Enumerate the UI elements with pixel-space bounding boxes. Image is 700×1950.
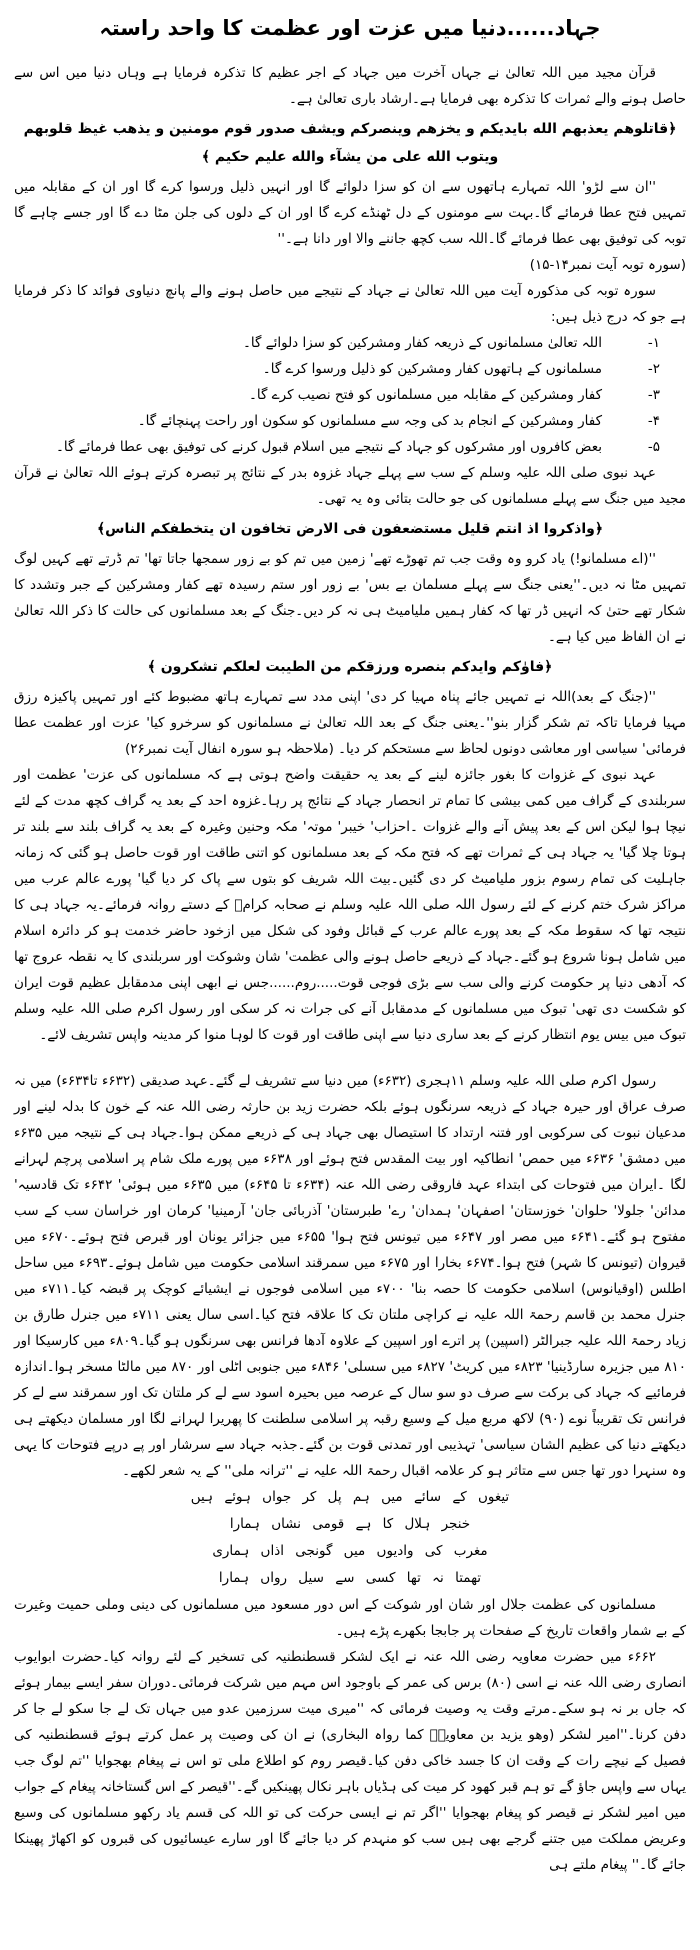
list-item-text: بعض کافروں اور مشرکوں کو جہاد کے نتیجے میں اسلام قبول کرنے کی توفیق بھی عطا فرمائے گا۔ (55, 438, 602, 455)
list-item-number: ۱- (647, 334, 660, 351)
quran-verse: ﴿فاوٰكم وايدكم بنصره ورزقكم من الطيبت لعلكم تشكرون ﴾ (147, 658, 553, 675)
paragraph: ''ان سے لڑو' اللہ تمہارے ہاتھوں سے ان کو سزا دلوائے گا اور انہیں ذلیل ورسوا کرے گا اور ان کے مقابلہ میں تمہیں فتح عطا فرمائے گا۔بہت سے مومنوں کے دل ٹھنڈے کرے گا اور ان کے دلوں کی جلن مٹا دے گا اور جسے چاہے گا توبہ کی توفیق بھی عطا فرمائے گا۔اللہ سب کچھ جاننے والا اور دانا ہے۔'' (14, 178, 686, 247)
quran-verse: ﴿قاتلوهم يعذبهم الله بايديكم و يخزهم وينصركم ويشف صدور قوم مومنين و يذهب غيظ قلوبهم ويتوب الله على من يشآء والله عليم حكيم ﴾ (23, 120, 677, 165)
paragraph: ''(اے مسلمانو!) یاد کرو وہ وقت جب تم تھوڑے تھے' زمین میں تم کو بے زور سمجھا جاتا تھا' تم ڈرتے تھے کہیں لوگ تمہیں مٹا نہ دیں۔''یعنی جنگ سے پہلے مسلمان بے بس' بے زور اور ستم رسیدہ تھے کفار ومشرکین کے جبر وتشدد کا شکار تھے حتیٰ کہ انہیں ڈر تھا کہ کفار ہمیں ملیامیٹ ہی نہ کر دیں۔جنگ کے بعد مسلمانوں کی حالت کا ذکر اللہ تعالیٰ نے ان الفاظ میں کیا ہے۔ (14, 550, 686, 645)
benefit-list-item (14, 382, 686, 408)
document-title: جہاد......دنیا میں عزت اور عظمت کا واحد راستہ (99, 16, 601, 40)
list-item-text: اللہ تعالیٰ مسلمانوں کے ذریعہ کفار ومشرکین کو سزا دلوائے گا۔ (242, 334, 602, 351)
paragraph: ۶۶۲ء میں حضرت معاویہ رضی اللہ عنہ نے ایک لشکر قسطنطنیہ کی تسخیر کے لئے روانہ کیا۔حضرت ابوایوب انصاری رضی اللہ عنہ نے اسی (۸۰) برس کی عمر کے باوجود اس مہم میں شرکت فرمائی۔دوران سفر ایسے بیمار ہوئے کہ جاں بر نہ ہو سکے۔مرتے وقت یہ وصیت فرمائی کہ ''میری میت سرزمین عدو میں جہاں تک لے جا سکو لے جا کر دفن کرنا۔''امیر لشکر (وھو یزید بن معاویہؓ کما رواہ البخاری) نے ان کی وصیت پر عمل کرتے ہوئے قسطنطنیہ کی فصیل کے نیچے رات کے وقت ان کا جسد خاکی دفن کیا۔قیصر روم کو اطلاع ملی تو اس نے پیغام بھجوایا ''تم لوگ جب یہاں سے واپس جاؤ گے تو ہم قبر کھود کر میت کی ہڈیاں باہر نکال پھینکیں گے۔''قیصر کے اس گستاخانہ پیغام کے جواب میں امیر لشکر نے قیصر کو پیغام بھجوایا ''اگر تم نے ایسی حرکت کی تو اللہ کی قسم یاد رکھو مسلمانوں کی وسیع وعریض مملکت میں جتنے گرجے بھی ہیں سب کو منہدم کر دیا جائے گا اور سارے عیسائیوں کی قبروں کو اکھاڑ پھینکا جائے گا۔'' پیغام ملتے ہی (14, 1648, 686, 1873)
benefit-list-item (14, 434, 686, 460)
benefit-list-item (14, 356, 686, 382)
list-item-text: کفار ومشرکین کے انجام بد کی وجہ سے مسلمانوں کو سکون اور راحت پہنچائے گا۔ (137, 412, 602, 429)
poem-line: خنجر ہلال کا ہے قومی نشاں ہمارا (229, 1515, 471, 1532)
list-item-number: ۵- (647, 438, 660, 455)
list-item-text: کفار ومشرکین کے مقابلہ میں مسلمانوں کو فتح نصیب کرے گا۔ (248, 386, 602, 403)
poem-line: تیغوں کے سائے میں ہم پل کر جواں ہوئے ہیں (190, 1488, 510, 1505)
paragraph: قرآن مجید میں اللہ تعالیٰ نے جہاں آخرت میں جہاد کے اجر عظیم کا تذکرہ فرمایا ہے وہاں دنیا میں اس سے حاصل ہونے والے ثمرات کا تذکرہ بھی فرمایا ہے۔ارشاد باری تعالیٰ ہے۔ (14, 64, 686, 107)
list-item-text: مسلمانوں کے ہاتھوں کفار ومشرکین کو ذلیل ورسوا کرے گا۔ (262, 360, 602, 377)
verse-reference: (سورہ توبہ آیت نمبر۱۴-۱۵) (529, 256, 686, 273)
benefit-list-item (14, 408, 686, 434)
paragraph-spacer (14, 1048, 686, 1068)
paragraph: عہد نبوی کے غزوات کا بغور جائزہ لینے کے بعد یہ حقیقت واضح ہوتی ہے کہ مسلمانوں کی عزت' عظمت اور سربلندی کے گراف میں کمی بیشی کا تمام تر انحصار جہاد کے نتائج پر رہا۔غزوہ احد کے بعد یہ گراف کچھ مدت کے لئے نیچا ہوا لیکن اس کے بعد پیش آنے والے غزوات ۔احزاب' خیبر' موتہ' مکہ وحنین وغیرہ کے بعد یہ گراف بلند سے بلند تر ہوتا چلا گیا' یہ جہاد ہی کے ثمرات تھے کہ فتح مکہ کے بعد مسلمانوں کو اتنی طاقت اور قوت حاصل ہو گئی کہ زمانہ جاہلیت کی تمام رسوم بزور ملیامیٹ کر دی گئیں۔بیت اللہ شریف کو بتوں سے پاک کر دیا گیا' پورے عالم عرب میں مراکز شرک ختم کرنے کے لئے رسول اللہ صلی اللہ علیہ وسلم نے صحابہ کرامؓ کے دستے روانہ فرمائے۔یہ جہاد ہی کا نتیجہ تھا کہ سقوط مکہ کے بعد پورے عالم عرب کے قبائل وفود کی شکل میں ازخود حاضر خدمت ہو کر دائرہ اسلام میں شامل ہونا شروع ہو گئے۔جہاد کے ذریعے حاصل ہونے والی عظمت' شان وشوکت اور سربلندی کا یہ نقطہ عروج تھا کہ آدھی دنیا پر حکومت کرنے والی سب سے بڑی فوجی قوت.....روم......جس نے ابھی اپنی مدمقابل عظیم قوت ایران کو شکست دی تھی' تبوک میں مسلمانوں کے مدمقابل آنے کی جرات نہ کر سکی اور رسول اکرم صلی اللہ علیہ وسلم تبوک میں بیس یوم انتظار کرنے کے بعد ساری دنیا سے اپنی طاقت اور قوت کا لوہا منوا کر مدینہ واپس تشریف لائے۔ (14, 766, 686, 1043)
document-body (14, 60, 686, 1878)
paragraph: سورہ توبہ کی مذکورہ آیت میں اللہ تعالیٰ نے جہاد کے نتیجے میں حاصل ہونے والے پانچ دنیاوی فوائد کا ذکر فرمایا ہے جو کہ درج ذیل ہیں: (14, 282, 686, 325)
paragraph: رسول اکرم صلی اللہ علیہ وسلم ۱۱ہجری (۶۳۲ء) میں دنیا سے تشریف لے گئے۔عہد صدیقی (۶۳۲ء تا۶۳۴ء) میں نہ صرف عراق اور حیرہ جہاد کے ذریعہ سرنگوں ہوئے بلکہ حضرت زید بن حارثہ رضی اللہ عنہ کے خون کا بدلہ لینے اور مدعیان نبوت کی سرکوبی اور فتنہ ارتداد کا استیصال بھی جہاد ہی کے ذریعے ممکن ہوا۔جہاد ہی کے نتیجہ میں ۶۳۵ء میں دمشق' ۶۳۶ء میں حمص' انطاکیہ اور بیت المقدس فتح ہوئے اور ۶۳۸ء میں پورے ملک شام پر اسلامی پرچم لہرانے لگا ۔ایران میں فتوحات کی ابتداء عہد فاروقی رضی اللہ عنہ (۶۳۴ء تا ۶۴۵ء) میں ۶۳۵ء میں ہوئی' ۶۴۲ء تک قادسیہ' مدائن' جلولا' حلوان' خوزستان' اصفہان' ہمدان' رے' طبرستان' آذربائی جان' آرمینیا' کرمان اور خراسان سب کے سب مفتوح ہو گئے۔۶۴۱ء میں مصر اور ۶۴۷ء میں تیونس فتح ہوا' ۶۵۵ء میں جزائر یونان اور قبرص فتح ہوئے۔۶۷۰ء میں قیروان (تیونس کا شہر) فتح ہوا۔۶۷۴ء بخارا اور ۶۷۵ء میں سمرقند اسلامی حکومت میں شامل ہوئے۔۶۹۳ء میں ساحل اطلس (اوقیانوس) اسلامی حکومت کا حصہ بنا' ۷۰۰ء میں اسلامی فوجوں نے ایشیائے کوچک پر قبضہ کیا۔۷۱۱ء میں جنرل محمد بن قاسم رحمۃ اللہ علیہ نے کراچی ملتان تک کا علاقہ فتح کیا۔اسی سال یعنی ۷۱۱ء میں جنرل طارق بن زیاد رحمۃ اللہ علیہ جبرالٹر (اسپین) پر اترے اور اسپین کے علاوہ آدھا فرانس بھی سرنگوں ہو گیا۔۸۰۹ء میں کارسیکا اور ۸۱۰ میں جزیرہ سارڈینیا' ۸۲۳ء میں کریٹ' ۸۲۷ء میں سسلی' ۸۴۶ء میں جنوبی اٹلی اور ۸۷۰ میں مالٹا مسخر ہوا۔اندازہ فرمائیے کہ جہاد کی برکت سے صرف دو سو سال کے عرصہ میں بحیرہ اسود سے لے کر ملتان تک اور سمرقند سے لے کر فرانس تک تقریباً نوے (۹۰) لاکھ مربع میل کے وسیع رقبہ پر اسلامی سلطنت کا پھریرا لہرانے لگا اور مسلمان دیکھتے ہی دیکھتے دنیا کی عظیم الشان سیاسی' تہذیبی اور تمدنی قوت بن گئے۔جذبہ جہاد سے سرشار اور پے درپے فتوحات کا یہی وہ سنہرا دور تھا جس سے متاثر ہو کر علامہ اقبال رحمۃ اللہ علیہ نے ''ترانہ ملی'' کے یہ شعر لکھے۔ (14, 1072, 687, 1479)
benefit-list-item (14, 330, 686, 356)
poem-line: مغرب کی وادیوں میں گونجی اذاں ہماری (212, 1542, 488, 1559)
list-item-number: ۲- (647, 360, 660, 377)
paragraph: عہد نبوی صلی اللہ علیہ وسلم کے سب سے پہلے جہاد غزوہ بدر کے نتائج پر تبصرہ کرتے ہوئے اللہ تعالیٰ نے قرآن مجید میں جنگ سے پہلے مسلمانوں کی جو حالت بتائی وہ یہ تھی۔ (14, 464, 686, 507)
quran-verse: ﴿واذكروا اذ انتم قليل مستضعفون فى الارض تخافون ان يتخطفكم الناس﴾ (96, 520, 604, 537)
list-item-number: ۳- (647, 386, 660, 403)
poem-line: تھمتا نہ تھا کسی سے سیل رواں ہمارا (218, 1569, 482, 1586)
paragraph: ''(جنگ کے بعد)اللہ نے تمہیں جائے پناہ مہیا کر دی' اپنی مدد سے تمہارے ہاتھ مضبوط کئے اور تمہیں پاکیزہ رزق مہیا فرمایا تاکہ تم شکر گزار بنو''۔یعنی جنگ کے بعد اللہ تعالیٰ نے مسلمانوں کو سرخرو کیا' عزت اور عظمت عطا فرمائی' سیاسی اور معاشی دونوں لحاظ سے مستحکم کر دیا۔ (ملاحظہ ہو سورہ انفال آیت نمبر۲۶) (14, 688, 686, 757)
paragraph: مسلمانوں کی عظمت جلال اور شان اور شوکت کے اس دور مسعود میں مسلمانوں کی دینی وملی حمیت وغیرت کے بے شمار واقعات تاریخ کے صفحات پر جابجا بکھرے پڑے ہیں۔ (14, 1596, 686, 1639)
list-item-number: ۴- (647, 412, 660, 429)
